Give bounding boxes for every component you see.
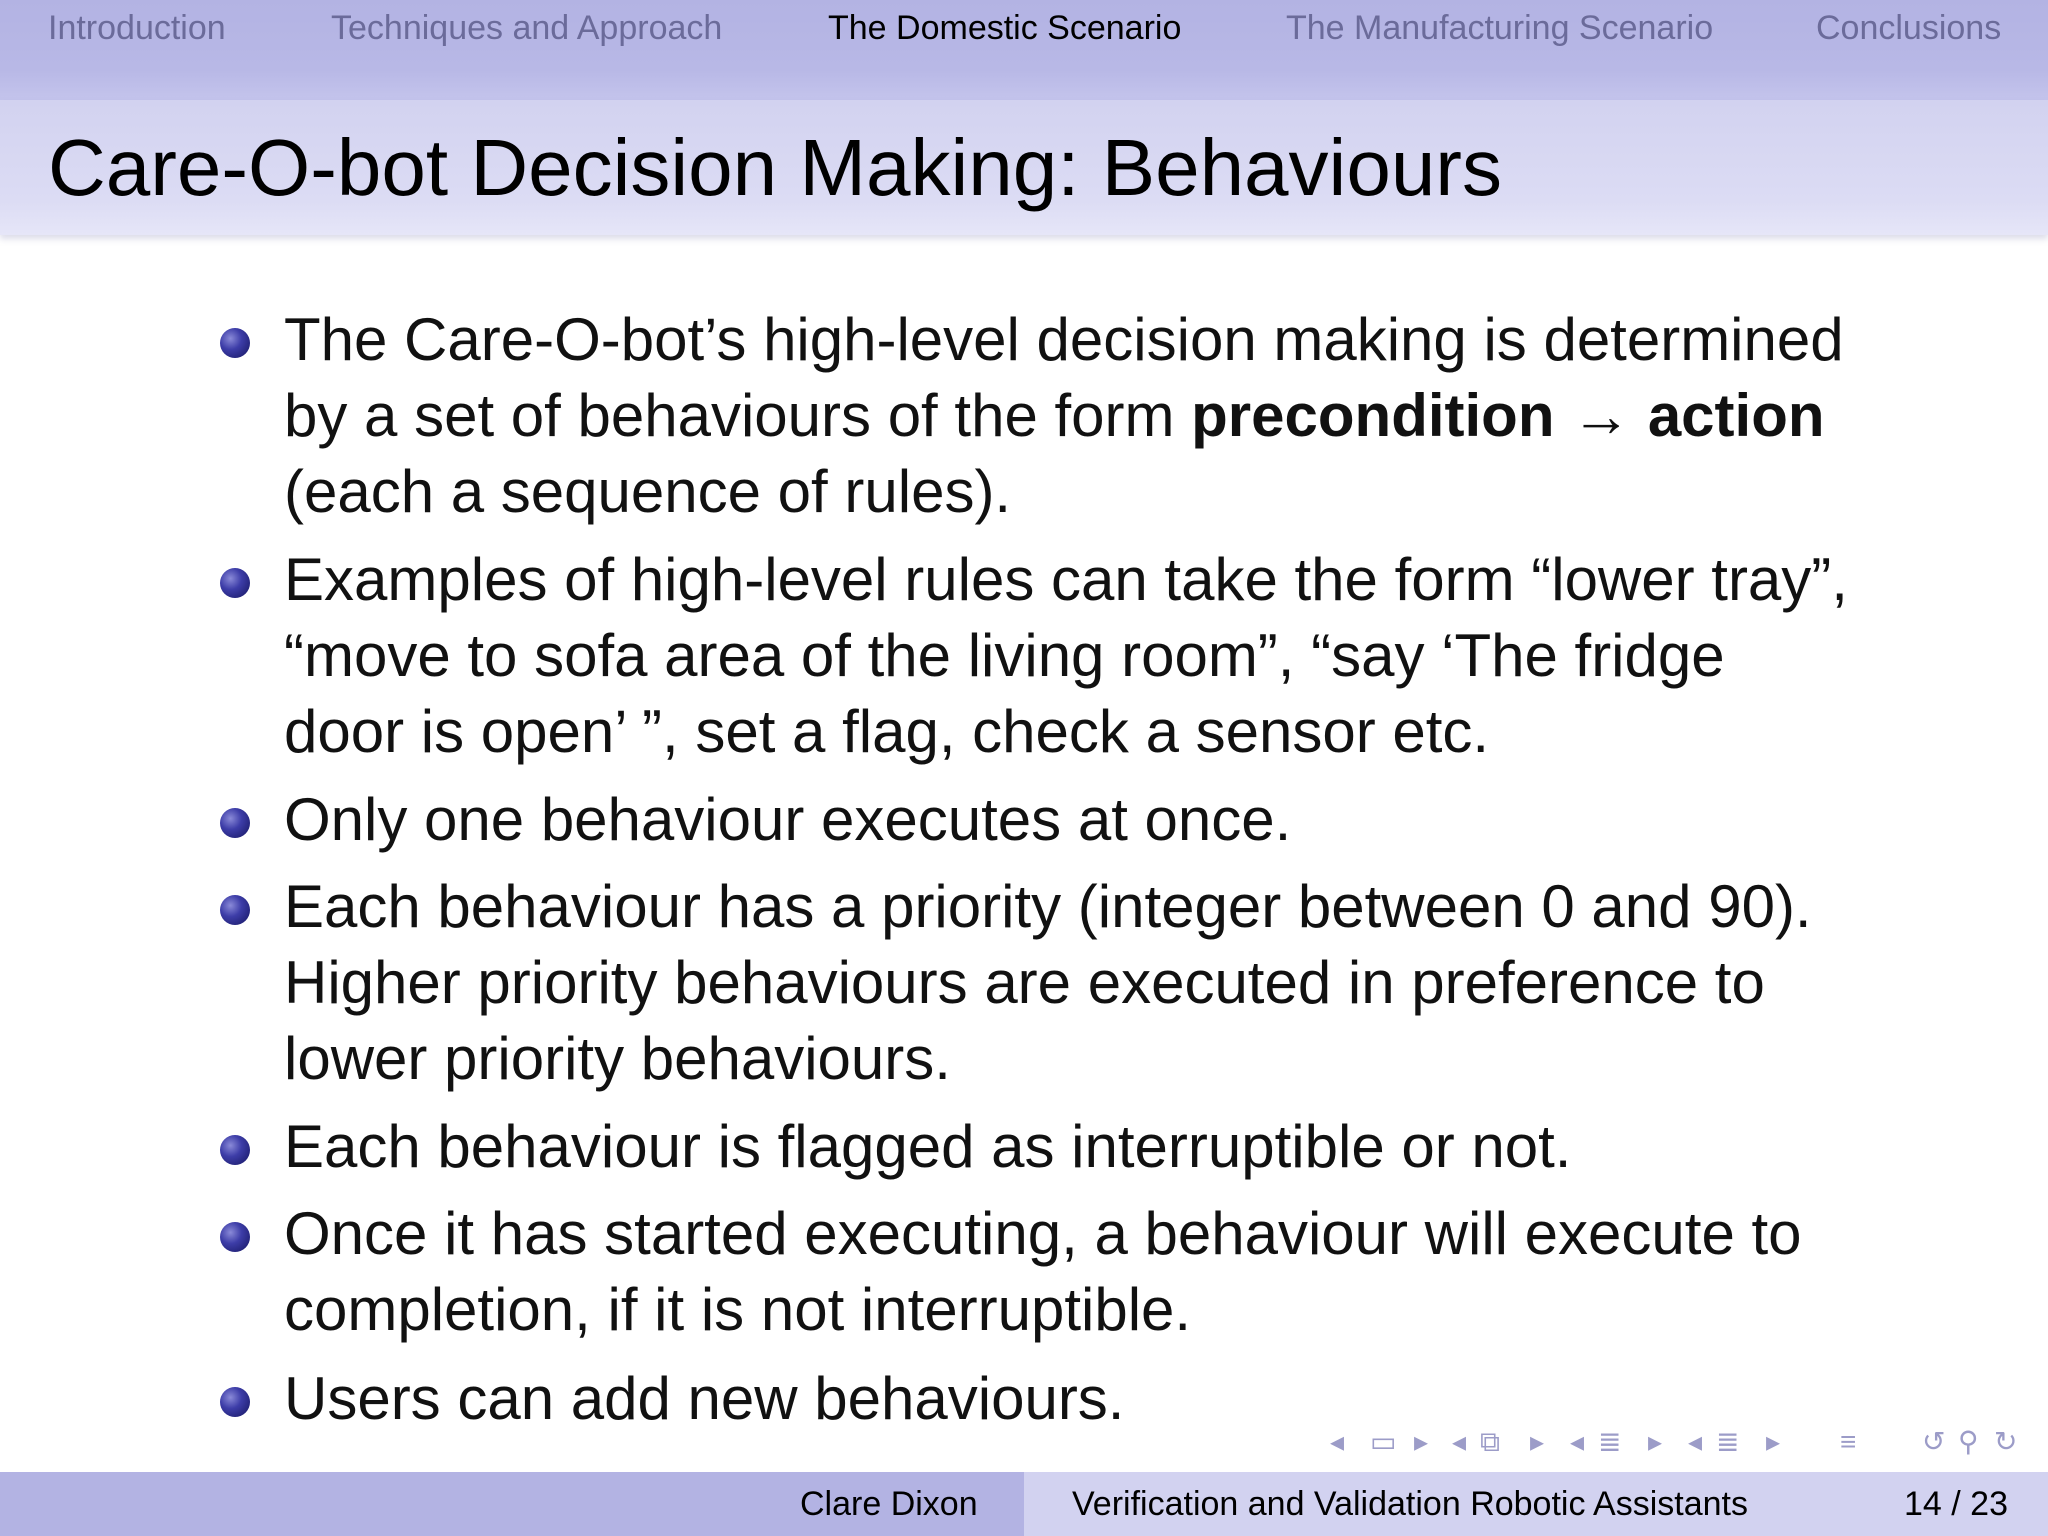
bullet-icon xyxy=(220,895,250,925)
bold-term-precondition: precondition xyxy=(1191,382,1555,449)
next-subsection-icon[interactable]: ▸ xyxy=(1766,1426,1781,1457)
bullet-icon xyxy=(220,1222,250,1252)
prev-section-icon[interactable]: ◂ xyxy=(1570,1426,1585,1457)
bold-term-action: action xyxy=(1647,382,1825,449)
back-icon[interactable]: ↺ xyxy=(1922,1426,1946,1457)
bullet-line: completion, if it is not interruptible. xyxy=(284,1276,1192,1343)
bullet-text xyxy=(284,542,1904,770)
bullet-line: Each behaviour has a priority (integer between 0 and 90). xyxy=(284,873,1812,940)
bullet-text xyxy=(284,1196,1904,1348)
search-icon[interactable]: ⚲ xyxy=(1958,1426,1979,1457)
bullet-line: Once it has started executing, a behaviour will execute to xyxy=(284,1200,1802,1267)
prev-frame-icon[interactable]: ◂ xyxy=(1452,1426,1467,1457)
bullet-text xyxy=(284,869,1904,1097)
footer-author: Clare Dixon xyxy=(800,1485,978,1523)
bullet-line: (each a sequence of rules). xyxy=(284,458,1012,525)
bullet-line: Higher priority behaviours are executed in preference to xyxy=(284,949,1765,1016)
subsection-icon[interactable]: ⧉ xyxy=(1480,1426,1500,1457)
prev-subsection-icon[interactable]: ◂ xyxy=(1688,1426,1703,1457)
bullet-text xyxy=(284,1109,1904,1185)
next-slide-icon[interactable]: ▸ xyxy=(1414,1426,1429,1457)
bullet-icon xyxy=(220,328,250,358)
forward-icon[interactable]: ↻ xyxy=(1994,1426,2018,1457)
nav-section-domestic-scenario[interactable]: The Domestic Scenario xyxy=(828,9,1182,47)
bullet-icon xyxy=(220,1387,250,1417)
bullet-line: lower priority behaviours. xyxy=(284,1025,951,1092)
bullet-line: Examples of high-level rules can take the form “lower tray”, xyxy=(284,546,1848,613)
bullet-text xyxy=(284,782,1904,858)
next-section-icon[interactable]: ▸ xyxy=(1648,1426,1663,1457)
slide-title: Care-O-bot Decision Making: Behaviours xyxy=(48,123,1502,212)
bullet-line: door is open’ ”, set a flag, check a sensor etc. xyxy=(284,698,1490,765)
bullet-text xyxy=(284,302,1904,530)
frame-icon[interactable]: ▭ xyxy=(1370,1426,1397,1457)
bullet-line: Each behaviour is flagged as interruptible or not. xyxy=(284,1113,1572,1180)
next-frame-icon[interactable]: ▸ xyxy=(1530,1426,1545,1457)
text-run: by a set of behaviours of the form xyxy=(284,382,1192,449)
nav-section-manufacturing-scenario[interactable]: The Manufacturing Scenario xyxy=(1286,9,1714,47)
prev-slide-icon[interactable]: ◂ xyxy=(1330,1426,1345,1457)
beamer-navigation-symbols xyxy=(1330,1424,2040,1460)
doc-section-icon[interactable]: ≣ xyxy=(1716,1426,1740,1457)
footer-talk-title: Verification and Validation Robotic Assistants xyxy=(1072,1485,1748,1523)
bullet-icon xyxy=(220,568,250,598)
bullet-line: Users can add new behaviours. xyxy=(284,1365,1125,1432)
bullet-icon xyxy=(220,808,250,838)
nav-section-techniques[interactable]: Techniques and Approach xyxy=(331,9,723,47)
bullet-icon xyxy=(220,1135,250,1165)
bullet-line: Only one behaviour executes at once. xyxy=(284,786,1292,853)
toc-icon[interactable]: ≡ xyxy=(1840,1426,1857,1457)
bullet-line: “move to sofa area of the living room”, “say ‘The fridge xyxy=(284,622,1725,689)
arrow-symbol: → xyxy=(1571,382,1632,449)
bullet-line xyxy=(284,378,1904,454)
bullet-line: The Care-O-bot’s high-level decision making is determined xyxy=(284,306,1844,373)
nav-section-introduction[interactable]: Introduction xyxy=(48,9,226,47)
nav-section-conclusions[interactable]: Conclusions xyxy=(1816,9,2002,47)
footer-page-number: 14 / 23 xyxy=(1904,1485,2008,1523)
section-icon[interactable]: ≣ xyxy=(1598,1426,1622,1457)
